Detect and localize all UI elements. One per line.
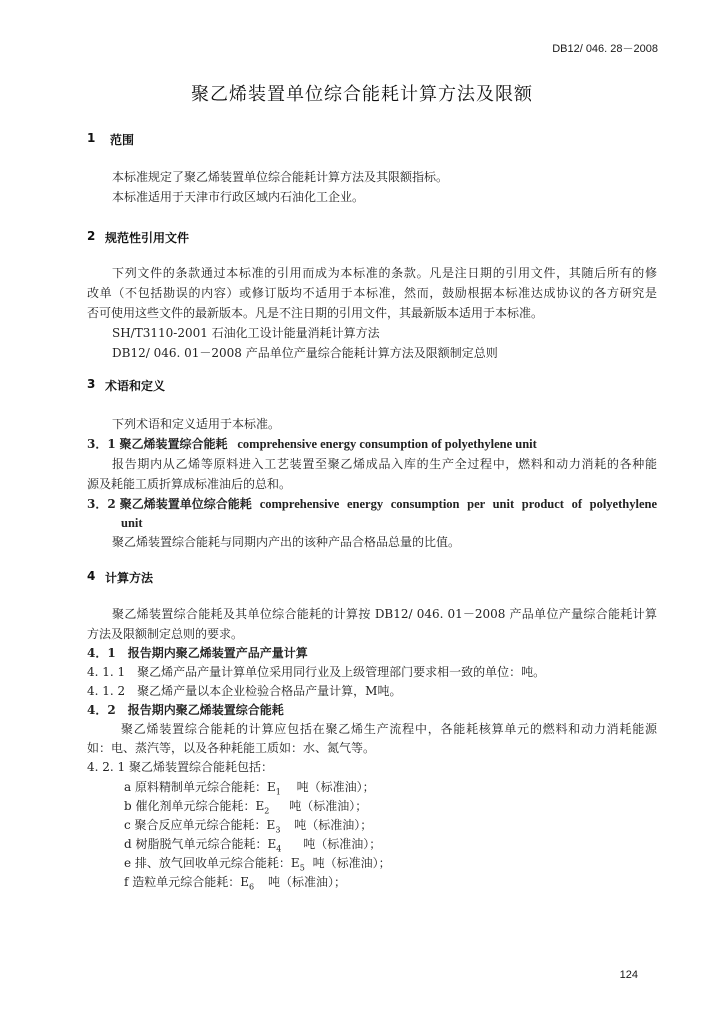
list-item-unit: 吨（标准油）； <box>294 818 373 832</box>
clause-4-1-2: 4. 1. 2 聚乙烯产量以本企业检验合格品产量计算，M吨。 <box>87 684 402 698</box>
energy-symbol-subscript: 4 <box>276 844 282 854</box>
definition-3-1-term-cn: 聚乙烯装置综合能耗 <box>119 437 228 451</box>
section-3-intro: 下列术语和定义适用于本标准。 <box>112 417 281 431</box>
list-item-unit: 吨（标准油）； <box>312 856 391 870</box>
list-item-unit: 吨（标准油）； <box>267 875 346 889</box>
list-item-unit: 吨（标准油）； <box>296 780 375 794</box>
clause-4-1-1: 4. 1. 1 聚乙烯产品产量计算单位采用同行业及上级管理部门要求相一致的单位：吨。 <box>87 665 546 679</box>
definition-3-2-term-cn: 聚乙烯装置单位综合能耗 <box>119 497 252 511</box>
energy-symbol-subscript: 1 <box>275 787 281 797</box>
definition-3-2-term-en-cont: unit <box>121 516 143 530</box>
page-number: 124 <box>619 969 638 981</box>
clause-4-2-1: 4. 2. 1 聚乙烯装置综合能耗包括： <box>87 760 273 774</box>
list-item-text: f 造粒单元综合能耗： <box>124 875 241 889</box>
section-2-para-line-1: 下列文件的条款通过本标准的引用而成为本标准的条款。凡是注日期的引用文件，其随后所有的修 <box>112 266 657 280</box>
energy-symbol: E <box>266 780 276 794</box>
list-item-text: c 聚合反应单元综合能耗： <box>124 818 267 832</box>
definition-3-2 <box>87 494 657 515</box>
list-item-unit: 吨（标准油）； <box>289 799 368 813</box>
section-4-number: 4 <box>87 569 96 583</box>
section-4-intro-line-2: 方法及限额制定总则的要求。 <box>87 627 244 641</box>
energy-symbol: E <box>255 799 265 813</box>
section-3-title: 术语和定义 <box>105 379 166 393</box>
energy-symbol: E <box>267 837 277 851</box>
section-2-para-line-3: 否可使用这些文件的最新版本。凡是不注日期的引用文件，其最新版本适用于本标准。 <box>87 306 544 320</box>
definition-3-2-term-en: comprehensive energy consumption per unit product of polyethylene <box>259 497 657 511</box>
section-4-title: 计算方法 <box>105 571 154 585</box>
definition-3-1 <box>87 434 537 455</box>
energy-symbol: E <box>290 856 300 870</box>
list-item-text: d 树脂脱气单元综合能耗： <box>124 837 268 851</box>
definition-3-1-term-en: comprehensive energy consumption of polyethylene unit <box>237 437 537 451</box>
energy-symbol: E <box>240 875 250 889</box>
energy-symbol: E <box>266 818 276 832</box>
section-1-para-1: 本标准规定了聚乙烯装置单位综合能耗计算方法及其限额指标。 <box>112 170 449 184</box>
reference-2: DB12/ 046. 01－2008 产品单位产量综合能耗计算方法及限额制定总则 <box>112 346 498 360</box>
subsection-4-2-text-line-2: 如：电、蒸汽等，以及各种耗能工质如：水、氮气等。 <box>87 741 376 755</box>
subsection-4-1-heading: 4．1 报告期内聚乙烯装置产品产量计算 <box>87 646 308 660</box>
section-2-number: 2 <box>87 229 96 243</box>
list-item-text: b 催化剂单元综合能耗： <box>124 799 256 813</box>
definition-3-1-number: 3．1 <box>87 437 116 451</box>
standard-code: DB12/ 046. 28－2008 <box>552 43 658 55</box>
definition-3-1-text-line-1: 报告期内从乙烯等原料进入工艺装置至聚乙烯成品入库的生产全过程中，燃料和动力消耗的各种能 <box>112 457 657 471</box>
list-item <box>124 872 346 897</box>
section-1-title: 范围 <box>110 133 135 147</box>
subsection-4-2-heading: 4．2 报告期内聚乙烯装置综合能耗 <box>87 703 284 717</box>
document-title: 聚乙烯装置单位综合能耗计算方法及限额 <box>191 84 533 105</box>
subsection-4-2-text-line-1: 聚乙烯装置综合能耗的计算应包括在聚乙烯生产流程中，各能耗核算单元的燃料和动力消耗能源 <box>121 722 657 736</box>
list-item-unit: 吨（标准油）； <box>303 837 382 851</box>
list-item-text: e 排、放气回收单元综合能耗： <box>124 856 291 870</box>
section-1-para-2: 本标准适用于天津市行政区域内石油化工企业。 <box>112 190 365 204</box>
section-4-intro-line-1: 聚乙烯装置综合能耗及其单位综合能耗的计算按 DB12/ 046. 01－2008 产品单位产量综合能耗计算 <box>112 607 657 621</box>
section-2-para-line-2: 改单（不包括勘误的内容）或修订版均不适用于本标准，然而，鼓励根据本标准达成协议的各方研究是 <box>87 286 657 300</box>
energy-symbol-subscript: 6 <box>249 882 255 892</box>
energy-symbol-subscript: 5 <box>299 863 305 873</box>
energy-symbol-subscript: 2 <box>264 806 270 816</box>
definition-3-1-text-line-2: 源及耗能工质折算成标准油后的总和。 <box>87 477 292 491</box>
definition-3-2-text: 聚乙烯装置综合能耗与同期内产出的该种产品合格品总量的比值。 <box>112 535 461 549</box>
list-item-text: a 原料精制单元综合能耗： <box>124 780 267 794</box>
definition-3-2-number: 3．2 <box>87 497 116 511</box>
section-3-number: 3 <box>87 377 96 391</box>
section-1-number: 1 <box>87 131 96 145</box>
reference-1: SH/T3110-2001 石油化工设计能量消耗计算方法 <box>112 326 380 340</box>
energy-symbol-subscript: 3 <box>275 825 281 835</box>
section-2-title: 规范性引用文件 <box>105 231 190 245</box>
